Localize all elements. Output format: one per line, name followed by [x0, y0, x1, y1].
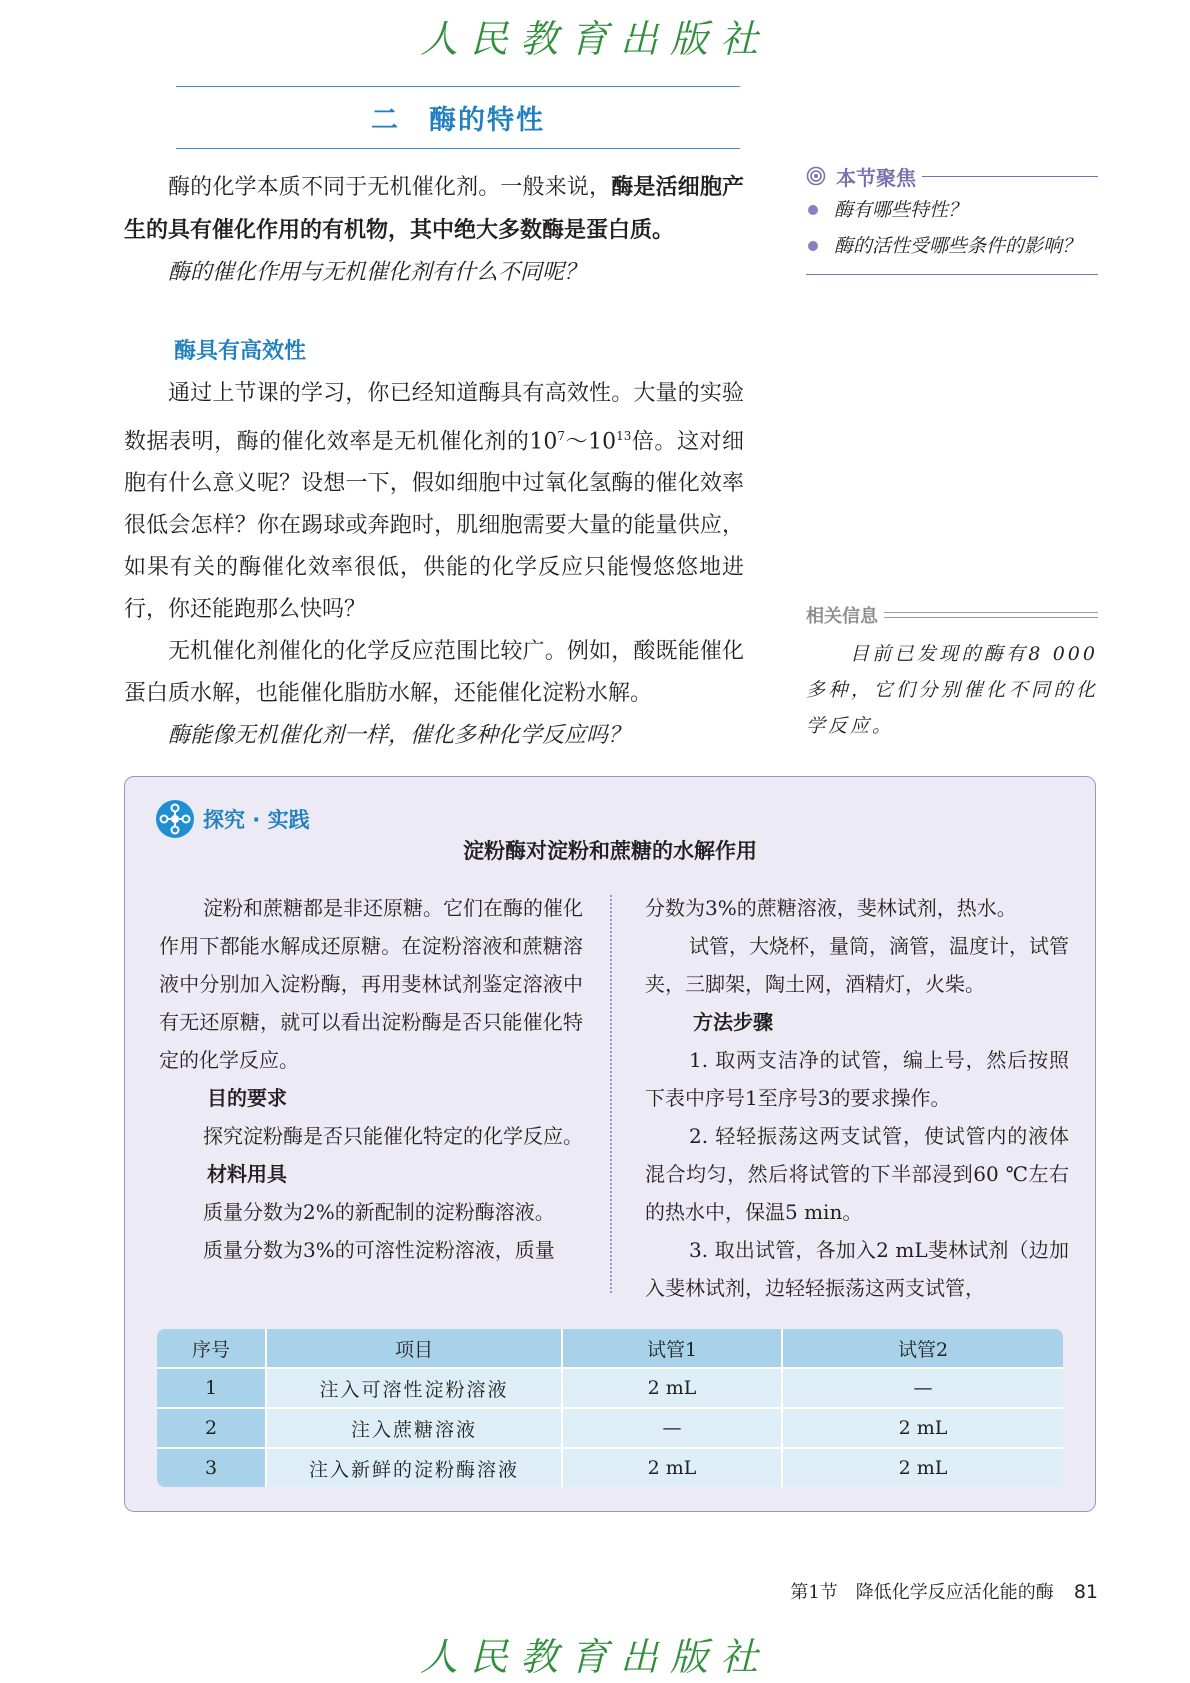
intro-paragraph [124, 166, 744, 252]
row-index: 3 [157, 1449, 267, 1487]
related-title: 相关信息 [806, 606, 878, 627]
materials-equipment: 试管，大烧杯，量筒，滴管，温度计，试管夹，三脚架，陶土网，酒精灯，火柴。 [645, 934, 1069, 996]
intro-definition: 酶是活细胞产生的具有催化作用的有机物，其中绝大多数酶是蛋白质。 [124, 174, 744, 243]
materials-heading: 材料用具 [207, 1162, 287, 1186]
table-row [157, 1369, 1063, 1409]
header-item: 项目 [267, 1329, 563, 1369]
row-tube-2: 2 mL [783, 1409, 1063, 1449]
focus-item [806, 228, 1098, 264]
materials-amylase: 质量分数为2%的新配制的淀粉酶溶液。 [203, 1200, 555, 1224]
method-heading: 方法步骤 [693, 1010, 773, 1034]
focus-item-text: 酶有哪些特性？ [834, 199, 968, 221]
explore-label: 探究 · 实践 [203, 808, 310, 832]
efficiency-section [124, 331, 744, 757]
title-rule-top [176, 86, 740, 87]
method-step-1: 1. 取两支洁净的试管，编上号，然后按照下表中序号1至序号3的要求操作。 [645, 1048, 1069, 1110]
inorganic-paragraph: 无机催化剂催化的化学反应范围比较广。例如，酸既能催化蛋白质水解，也能催化脂肪水解，还能催化淀粉水解。 [124, 639, 744, 707]
explore-title: 淀粉酶对淀粉和蔗糖的水解作用 [463, 839, 757, 863]
efficiency-text-c: 倍。这对细胞有什么意义呢？设想一下，假如细胞中过氧化氢酶的催化效率很低会怎样？你在踢球或奔跑时，肌细胞需要大量的能量供应，如果有关的酶催化效率很低，供能的化学反应只能慢悠悠地进行，你还能跑那么快吗？ [124, 429, 744, 623]
method-step-3: 3. 取出试管，各加入2 mL斐林试剂（边加入斐林试剂，边轻轻振荡这两支试管， [645, 1238, 1069, 1300]
row-tube-1: 2 mL [563, 1449, 783, 1487]
column-divider [610, 895, 612, 1293]
row-item: 注入蔗糖溶液 [267, 1409, 563, 1449]
explore-box [124, 776, 1096, 1512]
explore-right-column [645, 889, 1069, 1307]
bullet-icon [808, 205, 818, 215]
row-tube-2: — [783, 1369, 1063, 1409]
section-title: 二 酶的特性 [371, 105, 545, 136]
table-row [157, 1409, 1063, 1449]
intro-question: 酶的催化作用与无机催化剂有什么不同呢？ [168, 260, 587, 285]
page-number: 81 [1073, 1581, 1098, 1603]
efficiency-text-a: 通过上节课的学习，你已经知道酶具有高效性。大量的实验数据表明，酶的催化效率是无机催化剂的10 [124, 381, 744, 455]
table-row [157, 1449, 1063, 1487]
row-index: 2 [157, 1409, 267, 1449]
focus-bottom-rule [806, 274, 1098, 275]
header-index: 序号 [157, 1329, 267, 1369]
purpose-heading: 目的要求 [207, 1086, 287, 1110]
materials-sucrose: 分数为3%的蔗糖溶液，斐林试剂，热水。 [645, 896, 1017, 920]
bullet-icon [808, 241, 818, 251]
row-item: 注入可溶性淀粉溶液 [267, 1369, 563, 1409]
row-tube-1: 2 mL [563, 1369, 783, 1409]
focus-title: 本节聚焦 [836, 165, 916, 190]
related-text: 目前已发现的酶有8 000多种，它们分别催化不同的化学反应。 [806, 643, 1098, 737]
efficiency-heading: 酶具有高效性 [174, 339, 307, 364]
row-index: 1 [157, 1369, 267, 1409]
method-step-2: 2. 轻轻振荡这两支试管，使试管内的液体混合均匀，然后将试管的下半部浸到60 ℃左右的热水中，保温5 min。 [645, 1124, 1069, 1224]
title-rule-bottom [176, 148, 740, 149]
specificity-question: 酶能像无机催化剂一样，催化多种化学反应吗？ [168, 723, 631, 749]
footer-chapter: 第1节 降低化学反应活化能的酶 [790, 1582, 1054, 1603]
target-icon [806, 166, 826, 186]
efficiency-text-b: ～10 [565, 429, 617, 455]
explore-icon [155, 799, 195, 839]
intro-text [124, 166, 744, 294]
table-header-row [157, 1329, 1063, 1369]
row-tube-1: — [563, 1409, 783, 1449]
explore-left-column [159, 889, 583, 1269]
efficiency-paragraph [124, 373, 744, 631]
focus-item [806, 192, 1098, 228]
procedure-table [157, 1329, 1063, 1487]
related-info [806, 600, 1098, 744]
materials-starch: 质量分数为3%的可溶性淀粉溶液，质量 [203, 1238, 555, 1262]
intro-plain: 酶的化学本质不同于无机催化剂。一般来说， [168, 175, 612, 200]
exponent-7: 7 [557, 429, 566, 443]
row-item: 注入新鲜的淀粉酶溶液 [267, 1449, 563, 1487]
exponent-13: 13 [616, 429, 632, 443]
focus-box [806, 160, 1098, 275]
explore-intro: 淀粉和蔗糖都是非还原糖。它们在酶的催化作用下都能水解成还原糖。在淀粉溶液和蔗糖溶液中分别加入淀粉酶，再用斐林试剂鉴定溶液中有无还原糖，就可以看出淀粉酶是否只能催化特定的化学反应。 [159, 896, 583, 1072]
focus-item-text: 酶的活性受哪些条件的影响？ [834, 235, 1082, 257]
focus-list [806, 192, 1098, 264]
page-footer [790, 1578, 1098, 1604]
purpose-text: 探究淀粉酶是否只能催化特定的化学反应。 [203, 1124, 583, 1148]
related-rule [884, 612, 1098, 618]
publisher-logo-bottom: 人民教育出版社 [419, 1635, 770, 1679]
focus-rule [922, 176, 1098, 177]
header-tube-1: 试管1 [563, 1329, 783, 1369]
row-tube-2: 2 mL [783, 1449, 1063, 1487]
publisher-logo-top: 人民教育出版社 [419, 17, 770, 61]
header-tube-2: 试管2 [783, 1329, 1063, 1369]
